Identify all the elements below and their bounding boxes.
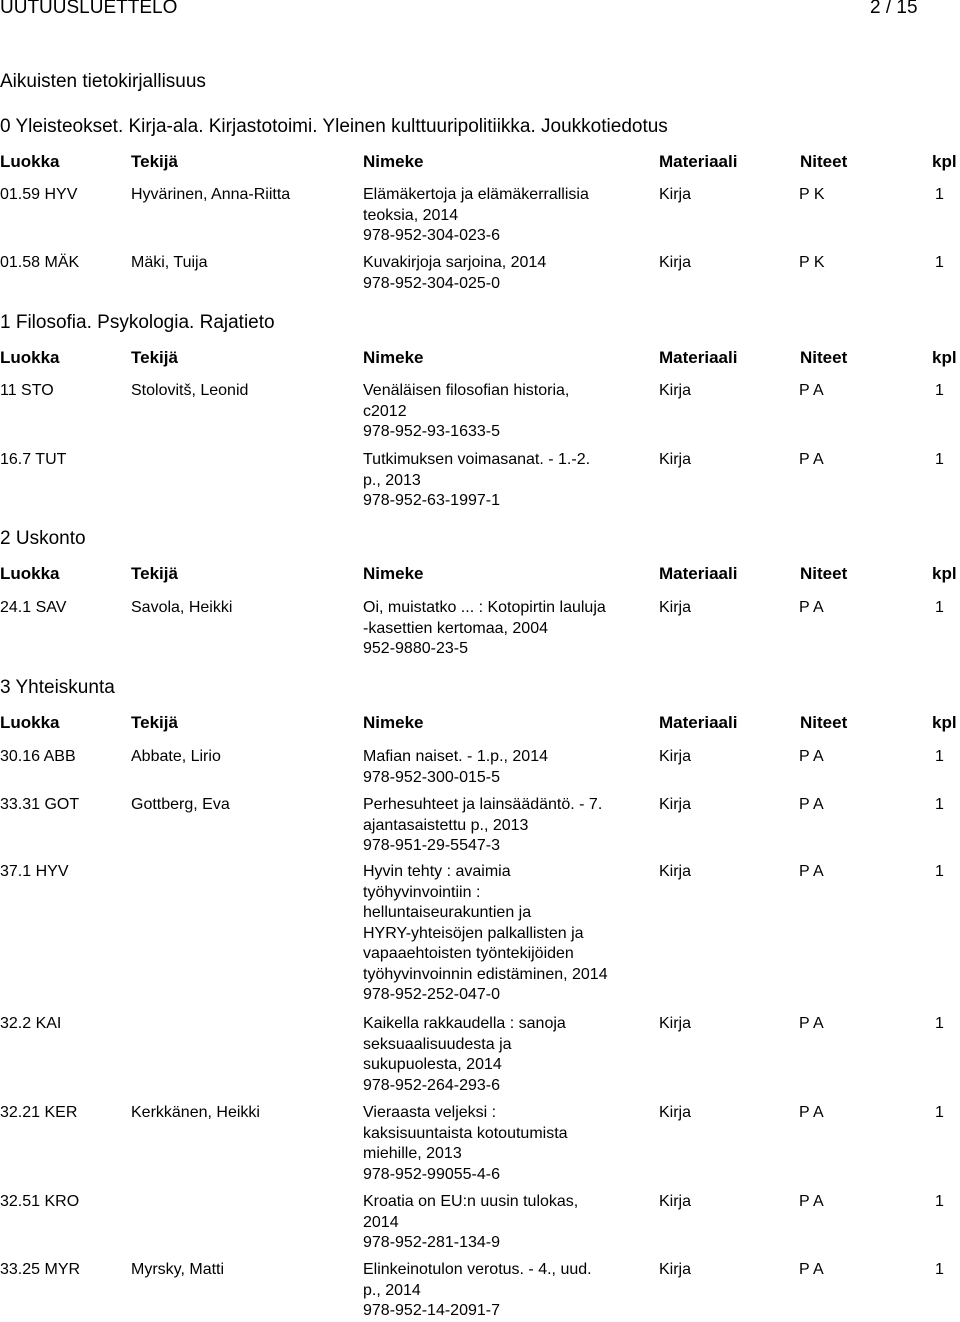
title-line: 978-952-304-023-6 [363, 227, 500, 244]
title-line: Tutkimuksen voimasanat. - 1.-2. [363, 451, 591, 468]
title-line: kaksisuuntaista kotoutumista [363, 1124, 568, 1142]
row-class: 01.58 MÄK [0, 254, 80, 271]
row-class: 32.2 KAI [0, 1015, 62, 1032]
row-title [363, 1103, 653, 1185]
title-line: HYRY-yhteisöjen palkallisten ja [363, 924, 584, 942]
column-header-kpl: kpl [932, 348, 957, 367]
row-count: 1 [935, 748, 944, 765]
column-header-nimeke: Nimeke [363, 152, 424, 171]
row-count: 1 [935, 382, 944, 399]
page-number: 2 / 15 [870, 0, 918, 18]
title-line: 978-952-281-134-9 [363, 1234, 500, 1251]
title-line: Oi, muistatko ... : Kotopirtin lauluja [363, 599, 606, 616]
row-class: 16.7 TUT [0, 451, 67, 468]
document-title: UUTUUSLUETTELO [0, 0, 178, 18]
row-count: 1 [935, 1261, 944, 1278]
title-line: teoksia, 2014 [363, 206, 459, 224]
row-copies: P K [799, 186, 825, 203]
row-title [363, 185, 653, 247]
row-title [363, 1014, 653, 1096]
title-line: 978-951-29-5547-3 [363, 837, 500, 854]
row-title [363, 1260, 653, 1322]
title-line: vapaaehtoisten työntekijöiden [363, 945, 574, 962]
column-header-tekija: Tekijä [131, 348, 178, 367]
row-copies: P A [799, 1261, 824, 1278]
row-count: 1 [935, 599, 944, 616]
title-line: Hyvin tehty : avaimia [363, 863, 511, 880]
row-copies: P A [799, 863, 824, 880]
row-class: 01.59 HYV [0, 186, 78, 203]
column-header-luokka: Luokka [0, 564, 60, 583]
row-copies: P A [799, 1104, 824, 1121]
title-line: 978-952-99055-4-6 [363, 1165, 500, 1183]
column-header-tekija: Tekijä [131, 564, 178, 583]
title-line: c2012 [363, 402, 407, 420]
row-count: 1 [935, 186, 944, 203]
row-material: Kirja [659, 1261, 692, 1278]
row-author: Mäki, Tuija [131, 254, 208, 271]
row-copies: P A [799, 382, 824, 399]
row-count: 1 [935, 863, 944, 880]
row-count: 1 [935, 1193, 944, 1210]
row-class: 33.25 MYR [0, 1261, 81, 1278]
row-count: 1 [935, 1104, 944, 1121]
row-material: Kirja [659, 796, 692, 813]
title-line: sukupuolesta, 2014 [363, 1056, 502, 1073]
row-author: Savola, Heikki [131, 599, 233, 616]
row-author: Myrsky, Matti [131, 1261, 225, 1278]
row-class: 30.16 ABB [0, 748, 76, 765]
row-title [363, 795, 653, 857]
row-copies: P A [799, 748, 824, 765]
title-line: 978-952-264-293-6 [363, 1076, 500, 1094]
title-line: Kuvakirjoja sarjoina, 2014 [363, 254, 547, 271]
row-material: Kirja [659, 1015, 692, 1032]
column-header-tekija: Tekijä [131, 713, 178, 732]
row-title [363, 450, 653, 512]
row-author: Gottberg, Eva [131, 796, 230, 813]
column-header-nimeke: Nimeke [363, 713, 424, 732]
row-material: Kirja [659, 382, 692, 399]
row-material: Kirja [659, 254, 692, 271]
column-header-materiaali: Materiaali [659, 348, 738, 367]
row-material: Kirja [659, 451, 692, 468]
title-line: Elinkeinotulon verotus. - 4., uud. [363, 1261, 592, 1278]
column-header-niteet: Niteet [800, 152, 848, 171]
main-heading: Aikuisten tietokirjallisuus [0, 71, 206, 92]
title-line: 978-952-14-2091-7 [363, 1302, 500, 1319]
row-material: Kirja [659, 863, 692, 880]
row-copies: P A [799, 451, 824, 468]
title-line: Vieraasta veljeksi : [363, 1104, 497, 1121]
title-line: 978-952-300-015-5 [363, 768, 500, 786]
column-header-luokka: Luokka [0, 152, 60, 171]
row-title [363, 862, 653, 1006]
row-title [363, 381, 653, 443]
row-title [363, 747, 653, 788]
row-title [363, 253, 653, 294]
row-title [363, 1192, 653, 1254]
row-copies: P A [799, 1193, 824, 1210]
column-header-kpl: kpl [932, 564, 957, 583]
title-line: Perhesuhteet ja lainsäädäntö. - 7. [363, 796, 603, 813]
title-line: työhyvinvoinnin edistäminen, 2014 [363, 965, 608, 983]
title-line: p., 2014 [363, 1281, 421, 1299]
section-title: 1 Filosofia. Psykologia. Rajatieto [0, 312, 275, 333]
row-material: Kirja [659, 599, 692, 616]
row-class: 33.31 GOT [0, 796, 80, 813]
title-line: Venäläisen filosofian historia, [363, 382, 570, 399]
title-line: seksuaalisuudesta ja [363, 1035, 512, 1053]
row-class: 11 STO [0, 382, 54, 399]
title-line: 2014 [363, 1213, 399, 1231]
row-count: 1 [935, 451, 944, 468]
row-copies: P K [799, 254, 825, 271]
title-line: Mafian naiset. - 1.p., 2014 [363, 748, 548, 765]
row-class: 24.1 SAV [0, 599, 67, 616]
title-line: -kasettien kertomaa, 2004 [363, 619, 548, 637]
title-line: Kaikella rakkaudella : sanoja [363, 1015, 566, 1032]
row-author: Kerkkänen, Heikki [131, 1104, 260, 1121]
title-line: 978-952-93-1633-5 [363, 423, 500, 440]
section-title: 0 Yleisteokset. Kirja-ala. Kirjastotoimi. Yleinen kulttuuripolitiikka. Joukkotiedotus [0, 116, 668, 137]
column-header-niteet: Niteet [800, 564, 848, 583]
title-line: miehille, 2013 [363, 1145, 462, 1162]
column-header-nimeke: Nimeke [363, 564, 424, 583]
row-author: Stolovitš, Leonid [131, 382, 249, 399]
row-material: Kirja [659, 748, 692, 765]
section-title: 3 Yhteiskunta [0, 677, 115, 698]
column-header-materiaali: Materiaali [659, 564, 738, 583]
title-line: p., 2013 [363, 471, 421, 489]
row-class: 32.21 KER [0, 1104, 78, 1121]
row-material: Kirja [659, 1193, 692, 1210]
row-count: 1 [935, 1015, 944, 1032]
column-header-tekija: Tekijä [131, 152, 178, 171]
title-line: 978-952-304-025-0 [363, 274, 500, 292]
title-line: 952-9880-23-5 [363, 640, 468, 657]
section-title: 2 Uskonto [0, 528, 86, 549]
column-header-luokka: Luokka [0, 348, 60, 367]
row-author: Hyvärinen, Anna-Riitta [131, 186, 291, 203]
title-line: ajantasaistettu p., 2013 [363, 816, 529, 834]
row-copies: P A [799, 796, 824, 813]
row-copies: P A [799, 599, 824, 616]
title-line: Elämäkertoja ja elämäkerrallisia [363, 186, 589, 203]
row-material: Kirja [659, 1104, 692, 1121]
title-line: 978-952-63-1997-1 [363, 492, 500, 509]
column-header-niteet: Niteet [800, 713, 848, 732]
row-class: 37.1 HYV [0, 863, 69, 880]
row-author: Abbate, Lirio [131, 748, 221, 765]
column-header-luokka: Luokka [0, 713, 60, 732]
row-class: 32.51 KRO [0, 1193, 80, 1210]
row-title [363, 598, 653, 660]
title-line: Kroatia on EU:n uusin tulokas, [363, 1193, 579, 1210]
row-count: 1 [935, 254, 944, 271]
column-header-kpl: kpl [932, 713, 957, 732]
column-header-niteet: Niteet [800, 348, 848, 367]
row-material: Kirja [659, 186, 692, 203]
column-header-materiaali: Materiaali [659, 152, 738, 171]
column-header-nimeke: Nimeke [363, 348, 424, 367]
title-line: helluntaiseurakuntien ja [363, 904, 532, 921]
row-copies: P A [799, 1015, 824, 1032]
row-count: 1 [935, 796, 944, 813]
column-header-kpl: kpl [932, 152, 957, 171]
column-header-materiaali: Materiaali [659, 713, 738, 732]
title-line: työhyvinvointiin : [363, 883, 481, 901]
title-line: 978-952-252-047-0 [363, 986, 500, 1003]
